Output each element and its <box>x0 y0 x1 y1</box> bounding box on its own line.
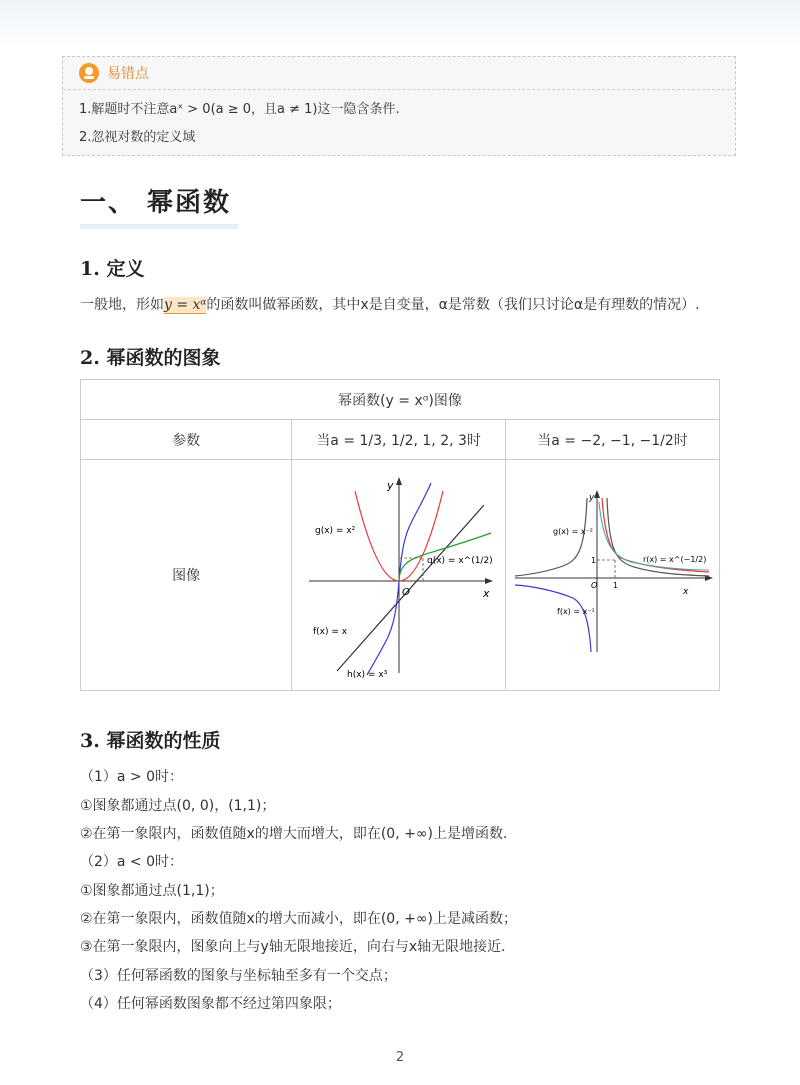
label-f: f(x) = x <box>312 627 347 637</box>
prop-line-6: ②在第一象限内，函数值随x的增大而减小，即在(0, +∞)上是减函数； <box>80 911 517 927</box>
label-q: q(x) = x^(1/2) <box>426 556 493 566</box>
table-title: 幂函数(y = xᵅ)图像 <box>81 380 720 420</box>
graph2-y-label: y <box>588 493 594 503</box>
param-label: 参数 <box>81 420 292 460</box>
top-band <box>0 0 800 48</box>
curve-f <box>337 505 484 671</box>
definition-paragraph <box>80 294 700 314</box>
prop-line-8: （3）任何幂函数的图象与坐标轴至多有一个交点； <box>80 968 397 984</box>
prop-line-4: （2）a < 0时： <box>80 854 184 870</box>
tip-box <box>62 56 736 156</box>
prop-line-7: ③在第一象限内，图象向上与y轴无限地接近，向右与x轴无限地接近． <box>80 939 516 955</box>
tip-title: 易错点 <box>107 66 149 82</box>
param-negative: 当a = −2, −1, −1/2时 <box>506 420 720 460</box>
prop-line-5: ①图象都通过点(1,1)； <box>80 883 224 899</box>
heading-properties: 3. 幂函数的性质 <box>80 730 221 752</box>
label-r2: r(x) = x^(−1/2) <box>642 555 706 564</box>
graph2-x-label: x <box>682 587 688 597</box>
heading-definition: 1. 定义 <box>80 258 145 280</box>
curve-h-left <box>367 581 399 675</box>
graph2-origin: O <box>590 581 597 590</box>
curve-g2-left <box>515 498 587 576</box>
graph1-y-label: y <box>386 479 394 492</box>
definition-pre: 一般地，形如 <box>80 297 164 313</box>
definition-formula: y = xᵅ <box>164 297 207 313</box>
lightbulb-icon <box>79 63 99 83</box>
prop-line-2: ①图象都通过点(0, 0)，(1,1)； <box>80 798 276 814</box>
prop-line-3: ②在第一象限内，函数值随x的增大而增大，即在(0, +∞)上是增函数． <box>80 826 517 842</box>
graph-negative <box>511 488 715 658</box>
x-arrow-icon <box>485 578 493 584</box>
prop-line-9: （4）任何幂函数图象都不经过第四象限； <box>80 996 341 1012</box>
label-g: g(x) = x² <box>314 526 355 536</box>
definition-post: 的函数叫做幂函数，其中x是自变量，α是常数（我们只讨论α是有理数的情况）. <box>206 297 700 313</box>
page-number: 2 <box>395 1050 405 1065</box>
tip-line-1: 1.解题时不注意aˣ > 0(a ≥ 0，且a ≠ 1)这一隐含条件. <box>79 102 400 117</box>
prop-line-1: （1）a > 0时： <box>80 769 184 785</box>
graph-positive <box>299 463 499 683</box>
label-f2: f(x) = x⁻¹ <box>556 607 595 616</box>
power-function-table <box>80 379 720 691</box>
param-positive: 当a = 1/3, 1/2, 1, 2, 3时 <box>292 420 506 460</box>
graph2-one-y: 1 <box>590 556 596 565</box>
curve-f2-left <box>515 585 591 652</box>
label-h: h(x) = x³ <box>346 670 387 680</box>
y-arrow-icon <box>396 477 402 485</box>
curve-g2-right <box>607 498 709 576</box>
graph2-one-x: 1 <box>612 581 618 590</box>
graph1-x-label: x <box>482 587 490 600</box>
section-title-underline <box>80 224 238 229</box>
graph1-origin: O <box>401 587 410 598</box>
tip-line-2: 2.忽视对数的定义域 <box>79 130 196 145</box>
graph-positive-cell <box>292 460 506 691</box>
tip-header <box>63 57 735 90</box>
y-arrow-icon-2 <box>594 490 600 498</box>
graph-negative-cell <box>506 460 720 691</box>
section-title: 一、 幂函数 <box>80 188 232 218</box>
heading-graphs: 2. 幂函数的图象 <box>80 347 221 369</box>
label-g2: g(x) = x⁻² <box>552 527 593 536</box>
image-label: 图像 <box>81 460 292 691</box>
